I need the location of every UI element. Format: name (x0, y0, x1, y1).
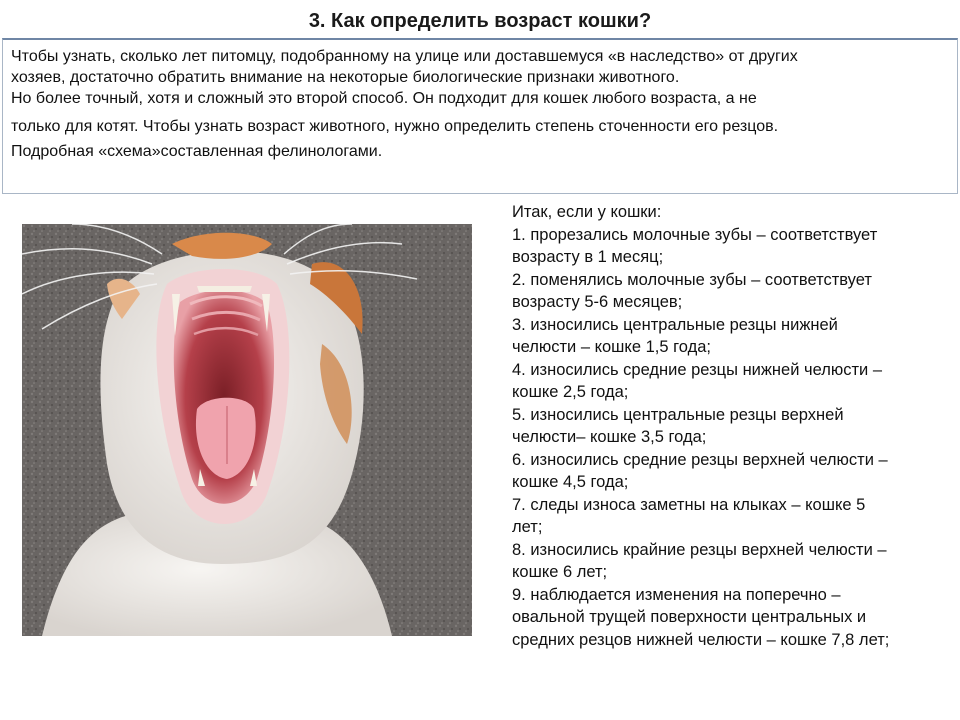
list-line: 7. следы износа заметны на клыках – кошке 5 (512, 495, 866, 514)
intro-line: Чтобы узнать, сколько лет питомцу, подобранному на улице или доставшемуся «в наследство» от других (11, 48, 798, 65)
list-line: возрасту в 1 месяц; (512, 248, 664, 266)
list-line: лет; (512, 518, 543, 536)
intro-line: хозяев, достаточно обратить внимание на некоторые биологические признаки животного. (11, 69, 680, 86)
list-line: 9. наблюдается изменения на поперечно – (512, 585, 841, 604)
yawning-cat-photo (22, 224, 472, 636)
list-line: 1. прорезались молочные зубы – соответствует (512, 225, 878, 244)
list-line: 3. износились центральные резцы нижней (512, 315, 838, 334)
list-line: 6. износились средние резцы верхней челюсти – (512, 450, 888, 469)
teeth-age-list (512, 201, 952, 651)
list-line: 8. износились крайние резцы верхней челюсти – (512, 540, 887, 559)
list-line: челюсти – кошке 1,5 года; (512, 338, 711, 356)
list-line: кошке 6 лет; (512, 563, 608, 581)
list-line: кошке 4,5 года; (512, 473, 629, 491)
intro-text-box (2, 38, 958, 194)
list-line: средних резцов нижней челюсти – кошке 7,8 лет; (512, 630, 890, 649)
list-line: кошке 2,5 года; (512, 383, 629, 401)
list-line: 2. поменялись молочные зубы – соответствует (512, 270, 872, 289)
list-line: Итак, если у кошки: (512, 203, 662, 221)
list-line: возрасту 5-6 месяцев; (512, 293, 683, 311)
slide-title: 3. Как определить возраст кошки? (308, 10, 652, 32)
list-line: челюсти– кошке 3,5 года; (512, 428, 707, 446)
intro-line: Подробная «схема»составленная фелинологами. (11, 143, 383, 160)
intro-line: Но более точный, хотя и сложный это второй способ. Он подходит для кошек любого возраста, а не (11, 90, 757, 107)
list-line: овальной трущей поверхности центральных и (512, 608, 867, 626)
list-line: 4. износились средние резцы нижней челюсти – (512, 360, 883, 379)
intro-line: только для котят. Чтобы узнать возраст животного, нужно определить степень сточенности его резцов. (11, 118, 779, 135)
list-line: 5. износились центральные резцы верхней (512, 405, 844, 424)
